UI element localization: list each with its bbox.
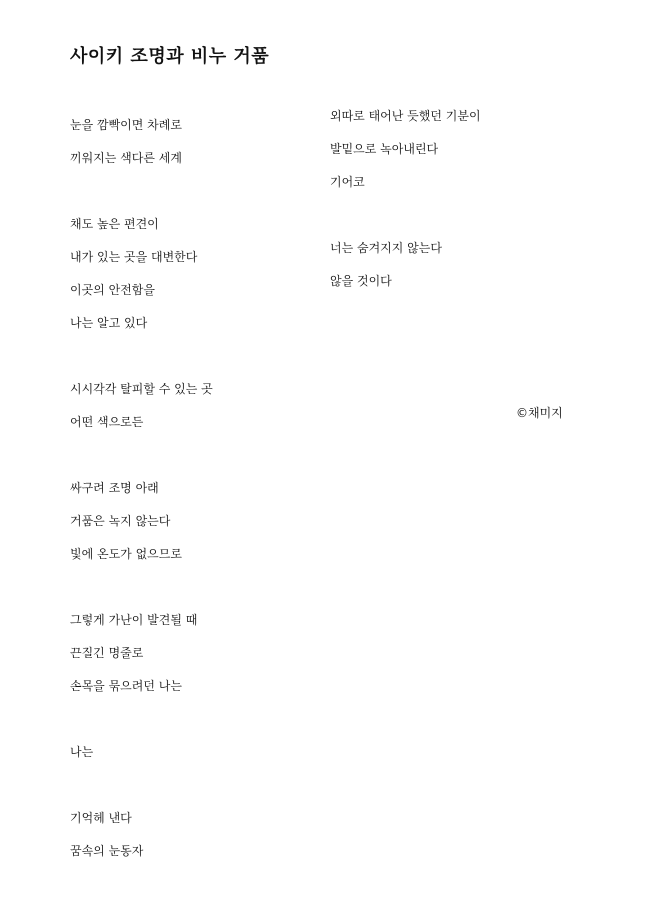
poem-line: 그렇게 가난이 발견될 때 [70,613,198,627]
poem-line: 시시각각 탈피할 수 있는 곳 [70,382,213,396]
copyright-notice: ©채미지 [516,406,563,420]
stanza-break [70,774,300,807]
poem-line: 끈질긴 명줄로 [70,646,144,660]
stanza-break [70,708,300,741]
poem-line: 꿈속의 눈동자 [70,844,144,858]
poem-line: 너는 숨겨지지 않는다 [330,241,442,255]
poem-line: 빛에 온도가 없으므로 [70,547,182,561]
poem-line: 이곳의 안전함을 [70,283,155,297]
poem-line: 나는 알고 있다 [70,316,148,330]
poem-column-right [330,105,560,303]
poem-line: 발밑으로 녹아내린다 [330,142,439,156]
stanza-break [70,576,300,609]
poem-line: 외따로 태어난 듯했던 기분이 [330,109,481,123]
poem-line: 기어코 [330,175,365,189]
poem-title: 사이키 조명과 비누 거품 [70,46,270,67]
poem-column-left [70,114,300,873]
poem-line: 싸구려 조명 아래 [70,481,159,495]
stanza-break [70,444,300,477]
poem-line: 끼워지는 색다른 세계 [70,151,182,165]
poem-line: 내가 있는 곳을 대변한다 [70,250,198,264]
stanza-break [330,204,560,237]
stanza-break [70,180,300,213]
poem-line: 기억헤 낸다 [70,811,132,825]
poem-line: 채도 높은 편견이 [70,217,159,231]
poem-line: 어떤 색으로든 [70,415,144,429]
poem-line: 나는 [70,745,94,759]
poem-line: 손목을 묶으려던 나는 [70,679,182,693]
poem-line: 거품은 녹지 않는다 [70,514,171,528]
poem-line: 눈을 깜빡이면 차례로 [70,118,182,132]
poem-line: 않을 것이다 [330,274,392,288]
stanza-break [70,345,300,378]
